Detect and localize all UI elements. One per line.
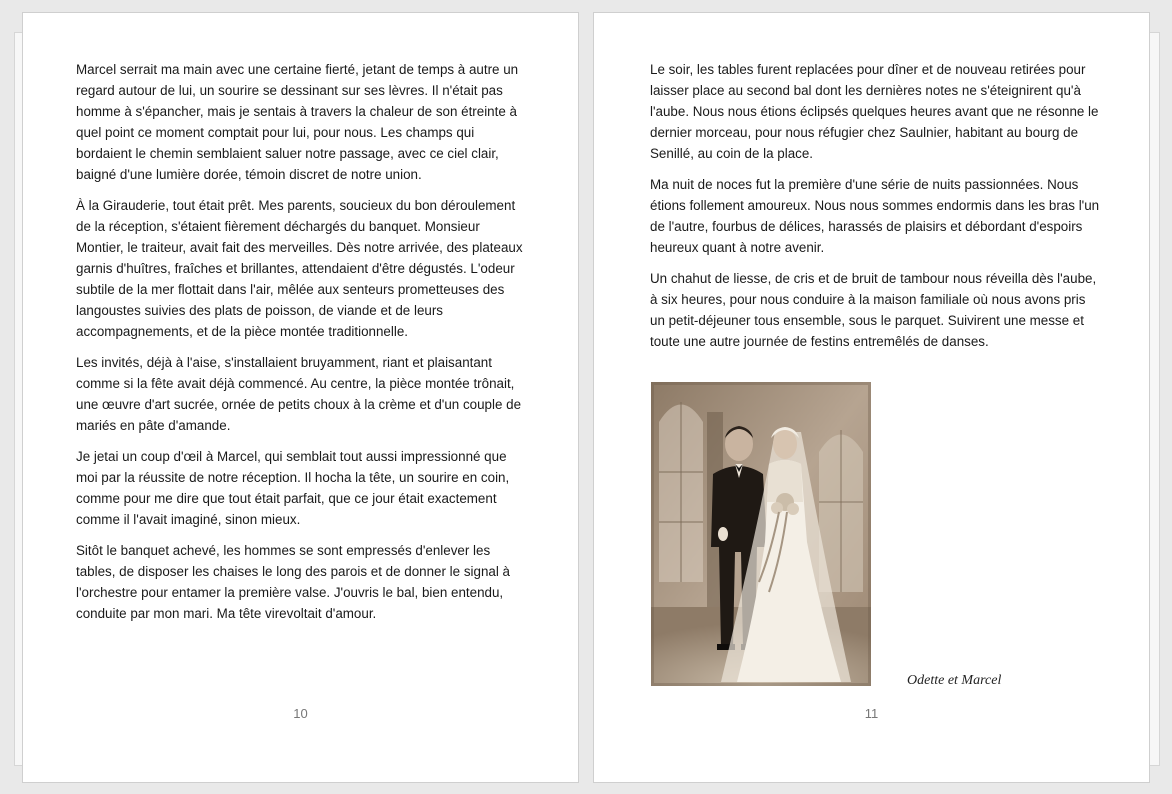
paragraph: Marcel serrait ma main avec une certaine fierté, jetant de temps à autre un regard autour de lui, un sourire se dessinant sur ses lèvres. Il n'était pas homme à s'épancher, mais je sentais à travers la chaleur de son étreinte à quel point ce moment comptait pour lui, pour nous. Les champs qui bordaient le chemin semblaient saluer notre passage, avec ce ciel clair, baigné d'une lumière dorée, témoin discret de notre union. (76, 62, 519, 182)
wedding-photo (651, 382, 871, 686)
page-body-text (76, 59, 524, 634)
paragraph: Ma nuit de noces fut la première d'une série de nuits passionnées. Nous étions follement amoureux. Nous nous sommes endormis dans les bras l'un de l'autre, fourbus de délices, harassés de plaisirs et débordant d'espoirs heureux quant à notre avenir. (650, 177, 1100, 255)
photo-caption: Odette et Marcel (907, 673, 1002, 688)
paragraph: Les invités, déjà à l'aise, s'installaient bruyamment, riant et plaisantant comme si la fête avait déjà commencé. Au centre, la pièce montée trônait, une œuvre d'art sucrée, ornée de petits choux à la crème et d'un couple de mariés en pâte d'amande. (76, 355, 522, 433)
paragraph: Un chahut de liesse, de cris et de bruit de tambour nous réveilla dès l'aube, à six heures, pour nous conduire à la maison familiale où nous avons pris un petit-déjeuner tous ensemble, sous le parquet. Suivirent une messe et toute une autre journée de festins entremêlés de danses. (650, 271, 1097, 349)
page-number: 10 (293, 706, 308, 721)
page-right (593, 12, 1150, 783)
page-number: 11 (864, 706, 879, 721)
paragraph: Le soir, les tables furent replacées pour dîner et de nouveau retirées pour laisser place au second bal dont les dernières notes ne s'éteignirent qu'à l'aube. Nous nous étions éclipsés quelques heures avant que ne résonne le dernier morceau, pour nous réfugier chez Saulnier, habitant au bourg de Senillé, au coin de la place. (650, 62, 1099, 161)
paragraph: Sitôt le banquet achevé, les hommes se sont empressés d'enlever les tables, de disposer les chaises le long des parois et de donner le signal à l'orchestre pour entamer la première valse. J'ouvris le bal, bien entendu, conduite par mon mari. Ma tête virevoltait d'amour. (76, 543, 510, 621)
page-left (22, 12, 579, 783)
page-body-text (650, 59, 1100, 362)
paragraph: À la Girauderie, tout était prêt. Mes parents, soucieux du bon déroulement de la réception, s'étaient fièrement déchargés du banquet. Monsieur Montier, le traiteur, avait fait des merveilles. Dès notre arrivée, des plateaux garnis d'huîtres, fraîches et brillantes, attendaient d'être dégustés. L'odeur subtile de la mer flottait dans l'air, mêlée aux senteurs prometteuses des langoustes suivies des plats de poisson, de viande et de leurs accompagnements, et de la pièce montée traditionnelle. (76, 198, 523, 339)
paragraph: Je jetai un coup d'œil à Marcel, qui semblait tout aussi impressionné que moi par la réussite de notre réception. Il hocha la tête, un sourire en coin, comme pour me dire que tout était parfait, que ce jour était exactement comme il l'avait imaginé, sinon mieux. (76, 449, 510, 527)
